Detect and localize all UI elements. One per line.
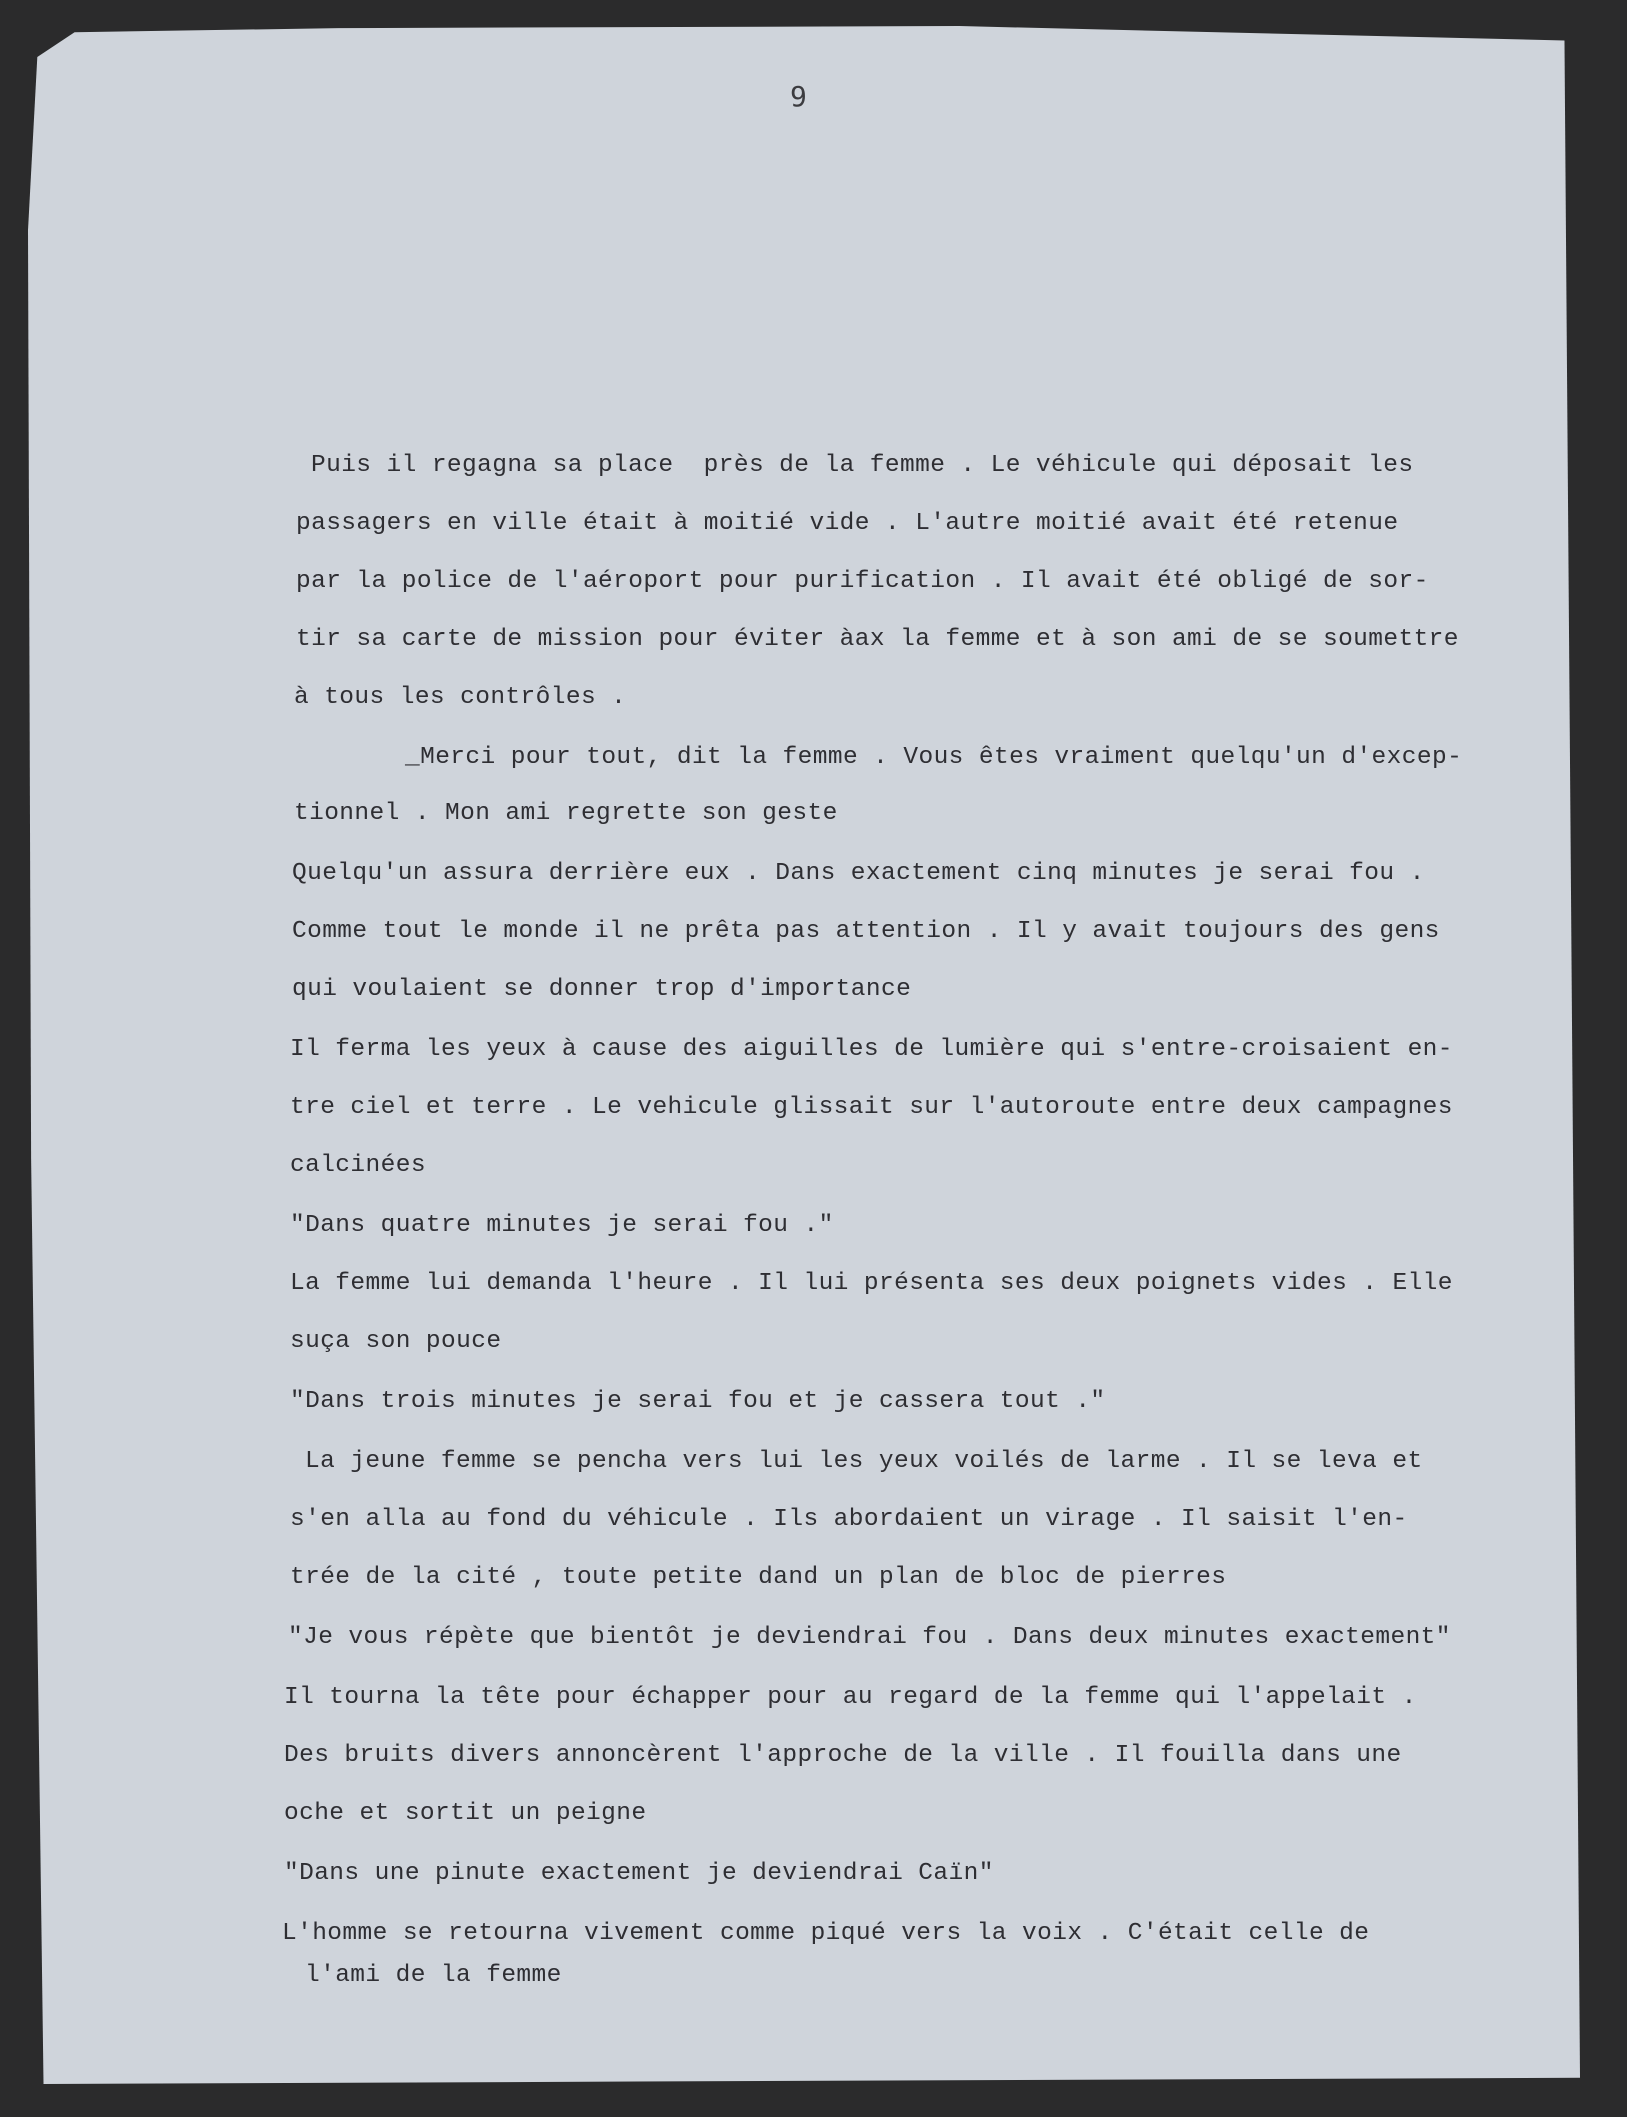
- text-line: tir sa carte de mission pour éviter àax la femme et à son ami de se soumettre: [296, 626, 1459, 653]
- text-line: qui voulaient se donner trop d'importance: [292, 976, 912, 1003]
- text-line: "Dans une pinute exactement je deviendrai Caïn": [284, 1860, 994, 1887]
- text-line: L'homme se retourna vivement comme piqué vers la voix . C'était celle de: [282, 1920, 1370, 1947]
- text-line: "Dans trois minutes je serai fou et je cassera tout .": [290, 1388, 1106, 1415]
- text-line: par la police de l'aéroport pour purification . Il avait été obligé de sor-: [296, 568, 1429, 595]
- text-line: "Dans quatre minutes je serai fou .": [290, 1212, 834, 1239]
- text-line: calcinées: [290, 1152, 426, 1179]
- text-line: à tous les contrôles .: [294, 684, 627, 711]
- text-line: Puis il regagna sa place près de la femme . Le véhicule qui déposait les: [311, 452, 1414, 479]
- text-line: Quelqu'un assura derrière eux . Dans exactement cinq minutes je serai fou .: [292, 860, 1425, 887]
- text-line: trée de la cité , toute petite dand un plan de bloc de pierres: [290, 1564, 1227, 1591]
- text-line: passagers en ville était à moitié vide . L'autre moitié avait été retenue: [296, 510, 1399, 537]
- page-number: 9: [790, 80, 807, 113]
- text-line: oche et sortit un peigne: [284, 1800, 647, 1827]
- text-line: tionnel . Mon ami regrette son geste: [294, 800, 838, 827]
- text-line: l'ami de la femme: [305, 1962, 562, 1989]
- text-line: Des bruits divers annoncèrent l'approche de la ville . Il fouilla dans une: [284, 1742, 1402, 1769]
- text-line: La femme lui demanda l'heure . Il lui présenta ses deux poignets vides . Elle: [290, 1270, 1453, 1297]
- text-line: Comme tout le monde il ne prêta pas attention . Il y avait toujours des gens: [292, 918, 1440, 945]
- text-line: tre ciel et terre . Le vehicule glissait sur l'autoroute entre deux campagnes: [290, 1094, 1453, 1121]
- text-line: Il ferma les yeux à cause des aiguilles de lumière qui s'entre-croisaient en-: [290, 1036, 1453, 1063]
- text-line: La jeune femme se pencha vers lui les yeux voilés de larme . Il se leva et: [305, 1448, 1423, 1475]
- text-line: "Je vous répète que bientôt je deviendrai fou . Dans deux minutes exactement": [288, 1624, 1451, 1651]
- text-line: s'en alla au fond du véhicule . Ils abordaient un virage . Il saisit l'en-: [290, 1506, 1408, 1533]
- text-line: _Merci pour tout, dit la femme . Vous êtes vraiment quelqu'un d'excep-: [405, 744, 1463, 771]
- text-line: Il tourna la tête pour échapper pour au regard de la femme qui l'appelait .: [284, 1684, 1417, 1711]
- text-line: suça son pouce: [290, 1328, 502, 1355]
